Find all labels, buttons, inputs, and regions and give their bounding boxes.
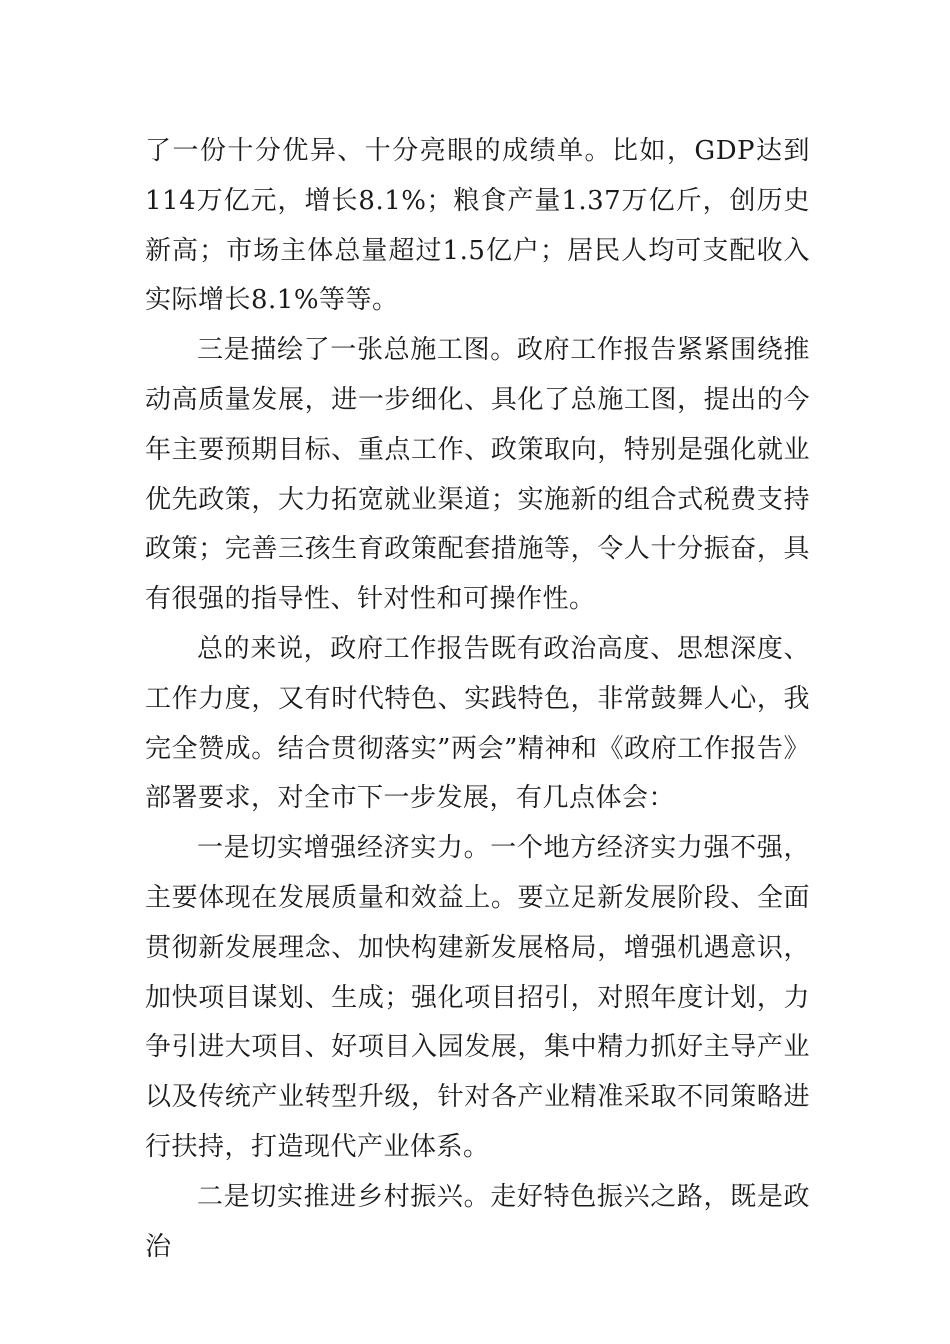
paragraph-economic-strength: 一是切实增强经济实力。一个地方经济实力强不强，主要体现在发展质量和效益上。要立足新发展阶段、全面贯彻新发展理念、加快构建新发展格局，增强机遇意识，加快项目谋划、生成；强化项目招引，对照年度计划，力争引进大项目、好项目入园发展，集中精力抓好主导产业以及传统产业转型升级，针对各产业精准采取不同策略进行扶持，打造现代产业体系。 bbox=[145, 833, 810, 1162]
paragraph-rural-revitalization: 二是切实推进乡村振兴。走好特色振兴之路，既是政治 bbox=[145, 1181, 810, 1262]
paragraph-continuation: 了一份十分优异、十分亮眼的成绩单。比如，GDP达到114万亿元，增长8.1%；粮食产量1.37万亿斤，创历史新高；市场主体总量超过1.5亿户；居民人均可支配收入实际增长8.1%等等。 bbox=[145, 136, 810, 316]
document-body bbox=[145, 127, 810, 1272]
paragraph-summary: 总的来说，政府工作报告既有政治高度、思想深度、工作力度，又有时代特色、实践特色，非常鼓舞人心，我完全赞成。结合贯彻落实”两会”精神和《政府工作报告》部署要求，对全市下一步发展，有几点体会： bbox=[145, 633, 810, 814]
paragraph-blueprint: 三是描绘了一张总施工图。政府工作报告紧紧围绕推动高质量发展，进一步细化、具化了总施工图，提出的今年主要预期目标、重点工作、政策取向，特别是强化就业优先政策，大力拓宽就业渠道；实施新的组合式税费支持政策；完善三孩生育政策配套措施等，令人十分振奋，具有很强的指导性、针对性和可操作性。 bbox=[145, 335, 810, 615]
